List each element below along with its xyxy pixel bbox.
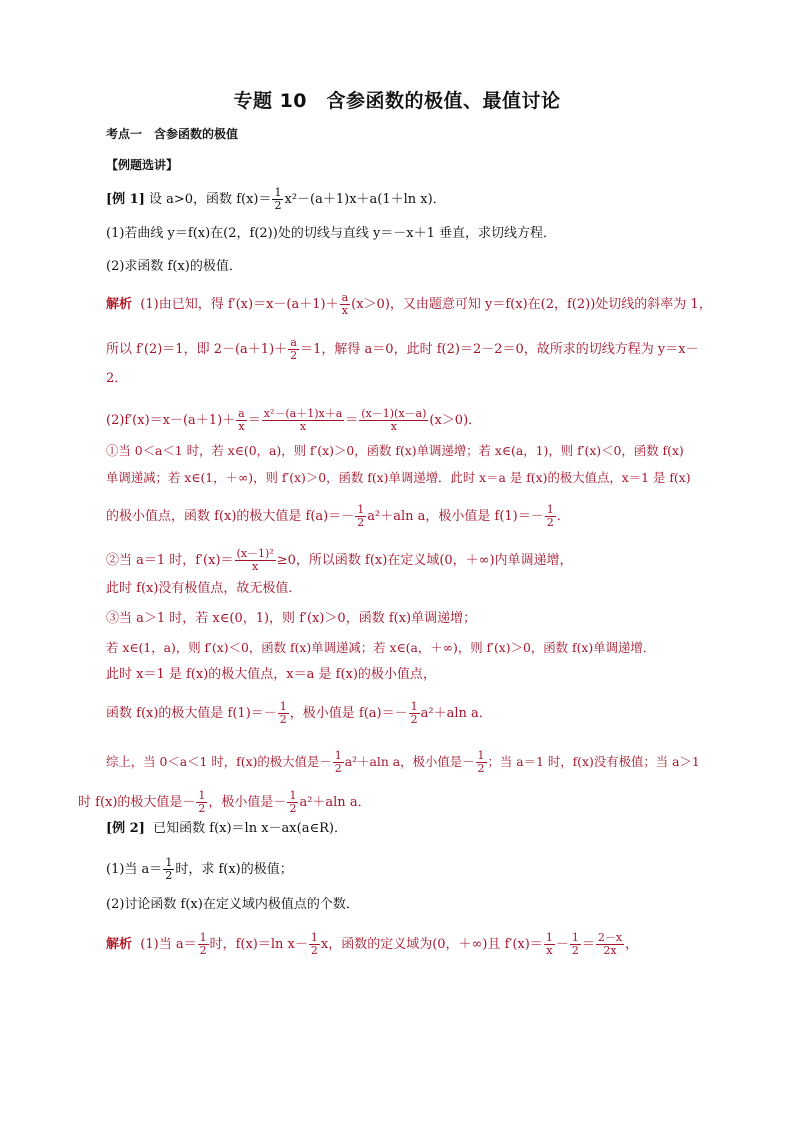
- fraction: $\frac{(x-1)(x-a)}{x}$: [361, 407, 427, 433]
- page-title: 专题 10 含参函数的极值、最值讨论: [233, 90, 561, 112]
- fraction: $\frac{1}{2}$: [334, 749, 342, 775]
- example-1-solution-line-8: ②当 a＝1 时，f′(x)＝ $\frac{\text{(x－1)²}}{x}$ ≥0，所以函数 f(x)在定义域(0，＋∞)内单调递增，: [106, 547, 573, 573]
- fraction: $\frac{1}{x}$: [545, 931, 553, 957]
- fraction: $\frac{a}{x}$: [341, 291, 349, 317]
- example-1-solution-line-6: 单调递减；若 x∈(1，＋∞)，则 f′(x)＞0，函数 f(x)单调递增．此时 x＝a 是 f(x)的极大值点，x＝1 是 f(x): [106, 470, 691, 485]
- example-1-solution-line-10: ③当 a＞1 时，若 x∈(0，1)，则 f′(x)＞0，函数 f(x)单调递增；: [106, 611, 477, 626]
- fraction: $\frac{1}{2}$: [571, 931, 579, 957]
- fraction: $\frac{1}{2}$: [279, 700, 287, 726]
- example-1-solution-line-3: 2．: [106, 371, 128, 386]
- fraction: $\frac{a}{2}$: [290, 336, 298, 362]
- example-2-question-2: (2)讨论函数 f(x)在定义域内极值点的个数．: [106, 897, 359, 912]
- example-1-summary-line-1: 综上，当 0＜a＜1 时，f(x)的极大值是－ $\frac{1}{2}$ a²＋aln a，极小值是－ $\frac{1}{2}$ ；当 a＝1 时，f(x)没有极值；当 a＞1: [106, 749, 700, 775]
- example-1-solution-line-12: 此时 x＝1 是 f(x)的极大值点，x＝a 是 f(x)的极小值点，: [106, 667, 436, 682]
- fraction: $\frac{1}{2}$: [165, 856, 173, 882]
- example-1-solution-line-7: 的极小值点，函数 f(x)的极大值是 f(a)＝－ $\frac{1}{2}$ a²＋aln a，极小值是 f(1)＝－ $\frac{1}{2}$ ．: [106, 503, 570, 529]
- fraction: $\frac{1}{2}$: [310, 931, 318, 957]
- example-2-question-1: (1)当 a＝ $\frac{1}{2}$ 时，求 f(x)的极值；: [106, 856, 293, 882]
- example-1-solution-line-4: (2)f′(x)＝x－(a＋1)＋ $\frac{a}{x}$ ＝ $\frac{\text{x²－(a＋1)x＋a}}{x}$ ＝ $\frac{(x-1)(x-a)}{x}$ (x＞0)．: [106, 407, 482, 433]
- fraction: $\frac{\text{(x－1)²}}{x}$: [236, 547, 274, 573]
- fraction: $\frac{1}{2}$: [546, 503, 554, 529]
- section-heading: 考点一 含参函数的极值: [106, 127, 239, 141]
- fraction: $\frac{1}{2}$: [357, 503, 365, 529]
- example-header: 【例题选讲】: [106, 158, 179, 172]
- fraction: $\frac{a}{x}$: [238, 407, 245, 433]
- example-2-stem: [例 2] 已知函数 f(x)＝ln x－ax(a∈R)．: [106, 821, 347, 836]
- solution-label: 解析: [106, 297, 133, 312]
- fraction: $\frac{1}{2}$: [274, 186, 282, 212]
- example-1-solution-line-9: 此时 f(x)没有极值点，故无极值．: [106, 581, 302, 596]
- fraction: $\frac{1}{2}$: [199, 931, 207, 957]
- example-1-solution-line-1: 解析 (1)由已知，得 f′(x)＝x－(a＋1)＋ $\frac{a}{x}$ (x＞0)，又由题意可知 y＝f(x)在(2，f(2))处切线的斜率为 1，: [106, 291, 712, 317]
- solution-label: 解析: [106, 937, 133, 952]
- example-1-question-1: (1)若曲线 y＝f(x)在(2，f(2))处的切线与直线 y＝－x＋1 垂直，求切线方程．: [106, 226, 557, 241]
- example-1-solution-line-2: 所以 f′(2)＝1，即 2－(a＋1)＋ $\frac{a}{2}$ ＝1，解得 a＝0，此时 f(2)＝2－2＝0，故所求的切线方程为 y＝x－: [106, 336, 699, 362]
- example-1-solution-line-13: 函数 f(x)的极大值是 f(1)＝－ $\frac{1}{2}$ ，极小值是 f(a)＝－ $\frac{1}{2}$ a²＋aln a．: [106, 700, 492, 726]
- fraction: $\frac{1}{2}$: [477, 749, 485, 775]
- fraction: $\frac{1}{2}$: [410, 700, 418, 726]
- example-2-solution-line-1: 解析 (1)当 a＝ $\frac{1}{2}$ 时，f(x)＝ln x－ $\frac{1}{2}$ x，函数的定义域为(0，＋∞)且 f′(x)＝ $\frac{1}{x}$ － $\frac{1}{2}$ ＝ $\frac{2-x}{2x}$ ，: [106, 931, 639, 957]
- fraction: $\frac{2-x}{2x}$: [597, 931, 623, 957]
- example-1-solution-line-11: 若 x∈(1，a)，则 f′(x)＜0，函数 f(x)单调递减；若 x∈(a，＋∞)，则 f′(x)＞0，函数 f(x)单调递增．: [106, 640, 656, 655]
- example-1-question-2: (2)求函数 f(x)的极值．: [106, 259, 242, 274]
- example-2-label: [例 2]: [106, 821, 145, 836]
- example-1-summary-line-2: 时 f(x)的极大值是－ $\frac{1}{2}$ ，极小值是－ $\frac{1}{2}$ a²＋aln a．: [78, 789, 371, 815]
- fraction: $\frac{1}{2}$: [198, 789, 206, 815]
- example-1-stem: [例 1] 设 a>0，函数 f(x)＝ $\frac{1}{2}$ x²－(a＋1)x＋a(1＋ln x)．: [106, 186, 446, 212]
- example-1-solution-line-5: ①当 0＜a＜1 时，若 x∈(0，a)，则 f′(x)＞0，函数 f(x)单调递增；若 x∈(a，1)，则 f′(x)＜0，函数 f(x): [106, 443, 684, 458]
- fraction: $\frac{1}{2}$: [289, 789, 297, 815]
- fraction: $\frac{\text{x²－(a＋1)x＋a}}{x}$: [263, 407, 343, 433]
- example-1-label: [例 1]: [106, 192, 145, 207]
